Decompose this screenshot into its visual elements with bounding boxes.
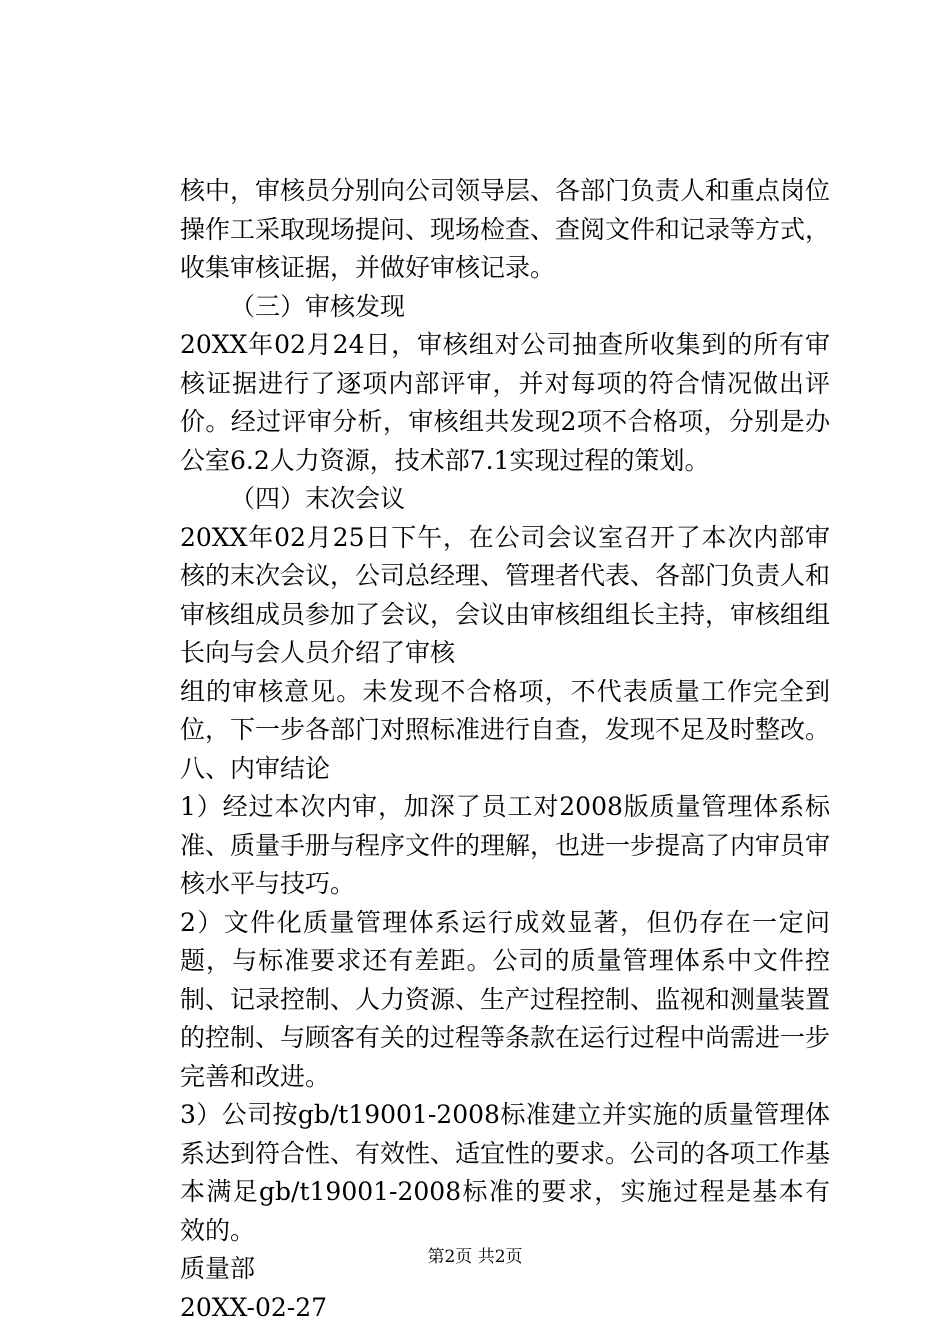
document-body xyxy=(180,172,830,1327)
paragraph-closing-meeting: 20XX年02月25日下午，在公司会议室召开了本次内部审核的末次会议，公司总经理、管理者代表、各部门负责人和审核组成员参加了会议，会议由审核组组长主持，审核组组长向与会人员介绍了审核 xyxy=(180,522,831,667)
conclusion-item-2: 2）文件化质量管理体系运行成效显著，但仍存在一定问题，与标准要求还有差距。公司的质量管理体系中文件控制、记录控制、人力资源、生产过程控制、监视和测量装置的控制、与顾客有关的过程等条款在运行过程中尚需进一步完善和改进。 xyxy=(180,907,831,1091)
paragraph-findings: 20XX年02月24日，审核组对公司抽查所收集到的所有审核证据进行了逐项内部评审，并对每项的符合情况做出评价。经过评审分析，审核组共发现2项不合格项，分别是办公室6.2人力资源，技术部7.1实现过程的策划。 xyxy=(180,330,830,475)
heading-audit-conclusion: 八、内审结论 xyxy=(180,753,331,783)
paragraph-audit-opinion: 组的审核意见。未发现不合格项，不代表质量工作完全到位，下一步各部门对照标准进行自查，发现不足及时整改。 xyxy=(180,676,831,744)
conclusion-item-1: 1）经过本次内审，加深了员工对2008版质量管理体系标准、质量手册与程序文件的理解，也进一步提高了内审员审核水平与技巧。 xyxy=(180,792,831,898)
signature-date: 20XX-02-27 xyxy=(180,1292,328,1322)
signature-department: 质量部 xyxy=(180,1254,256,1283)
conclusion-item-3: 3）公司按gb/t19001-2008标准建立并实施的质量管理体系达到符合性、有效性、适宜性的要求。公司的各项工作基本满足gb/t19001-2008标准的要求，实施过程是基本有效的。 xyxy=(180,1100,831,1245)
page-number-footer: 第2页 共2页 xyxy=(427,1247,523,1267)
paragraph-audit-method: 核中，审核员分别向公司领导层、各部门负责人和重点岗位操作工采取现场提问、现场检查、查阅文件和记录等方式，收集审核证据，并做好审核记录。 xyxy=(180,176,831,282)
heading-closing-meeting: （四）末次会议 xyxy=(230,484,406,513)
heading-audit-findings: （三）审核发现 xyxy=(230,291,406,321)
